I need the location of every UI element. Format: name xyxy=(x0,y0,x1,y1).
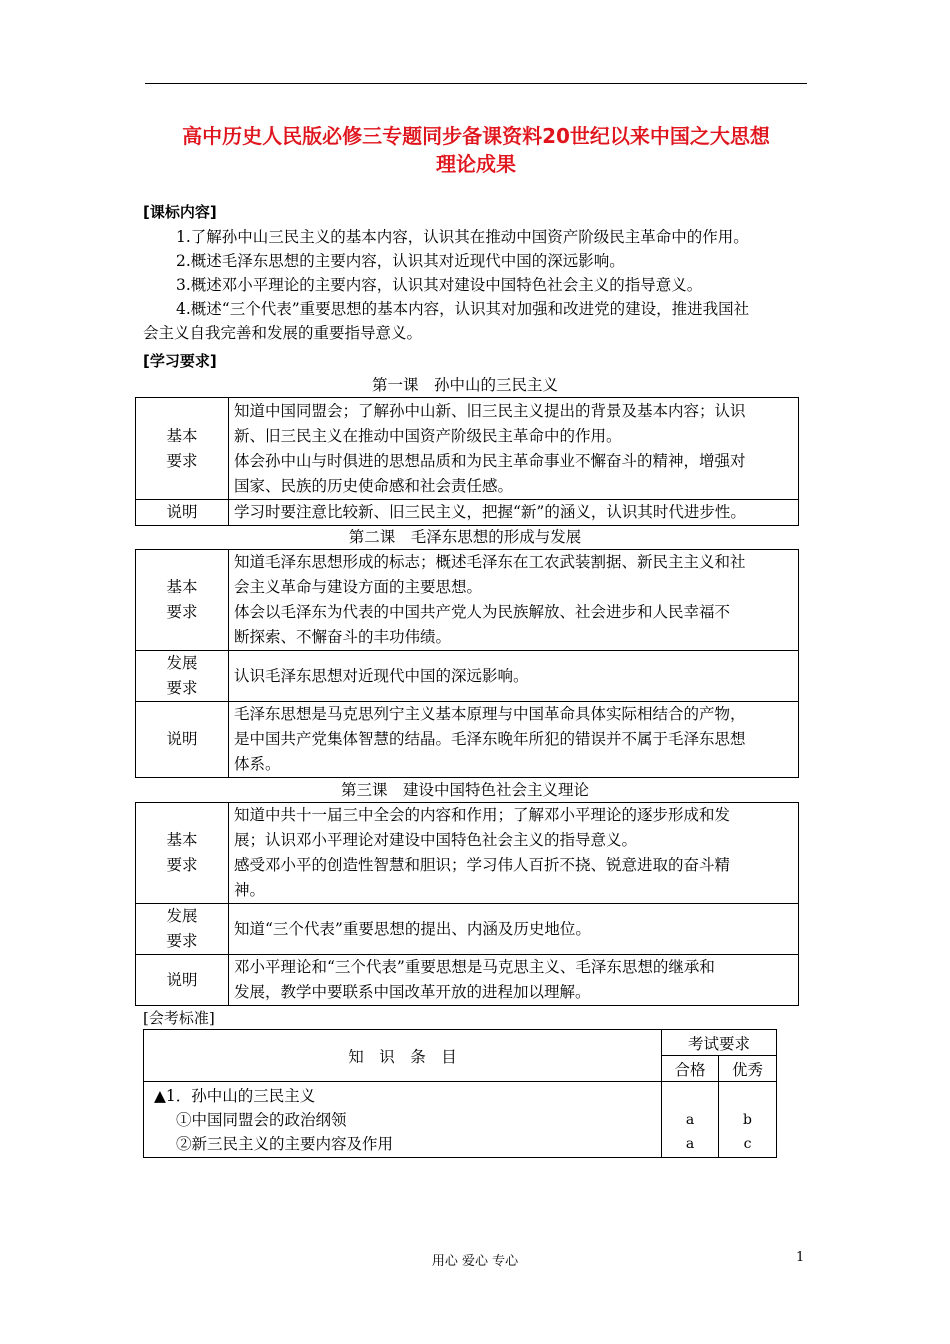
table-row xyxy=(136,702,799,778)
exam-heading: [会考标准] xyxy=(143,1009,215,1027)
table-row xyxy=(136,651,799,702)
knowledge-item: ①中国同盟会的政治纲领 xyxy=(176,1111,347,1129)
row-label: 基本 要求 xyxy=(136,803,229,904)
table-row xyxy=(136,398,799,500)
row-content: 邓小平理论和“三个代表”重要思想是马克思主义、毛泽东思想的继承和 发展，教学中要联系中国改革开放的进程加以理解。 xyxy=(229,955,799,1006)
lesson-table xyxy=(135,549,799,778)
curriculum-content xyxy=(143,225,811,345)
lesson-table xyxy=(135,802,799,1006)
lesson-title: 第三课 建设中国特色社会主义理论 xyxy=(340,781,589,799)
exam-table xyxy=(143,1029,777,1158)
knowledge-cell xyxy=(144,1082,662,1158)
row-label: 说明 xyxy=(136,500,229,526)
pass-header: 合格 xyxy=(662,1056,719,1082)
row-content: 认识毛泽东思想对近现代中国的深远影响。 xyxy=(229,651,799,702)
row-content: 学习时要注意比较新、旧三民主义，把握“新”的涵义，认识其时代进步性。 xyxy=(229,500,799,526)
curriculum-heading: [课标内容] xyxy=(143,203,217,221)
excellent-header: 优秀 xyxy=(719,1056,777,1082)
row-label: 基本 要求 xyxy=(136,550,229,651)
lesson-title: 第一课 孙中山的三民主义 xyxy=(371,376,558,394)
curriculum-item: 2.概述毛泽东思想的主要内容，认识其对近现代中国的深远影响。 xyxy=(176,252,625,270)
page-footer: 用心 爱心 专心 xyxy=(431,1254,519,1269)
row-content: 毛泽东思想是马克思列宁主义基本原理与中国革命具体实际相结合的产物， 是中国共产党集体智慧的结晶。毛泽东晚年所犯的错误并不属于毛泽东思想 体系。 xyxy=(229,702,799,778)
row-content: 知道中共十一届三中全会的内容和作用；了解邓小平理论的逐步形成和发 展；认识邓小平理论对建设中国特色社会主义的指导意义。 感受邓小平的创造性智慧和胆识；学习伟人百折不挠、锐意进取的奋斗精 神。 xyxy=(229,803,799,904)
requirement-header: 考试要求 xyxy=(662,1030,777,1056)
row-label: 发展 要求 xyxy=(136,651,229,702)
curriculum-item: 会主义自我完善和发展的重要指导意义。 xyxy=(143,324,423,342)
lesson-table xyxy=(135,397,799,526)
curriculum-item: 1.了解孙中山三民主义的基本内容，认识其在推动中国资产阶级民主革命中的作用。 xyxy=(176,228,749,246)
table-row xyxy=(136,803,799,904)
row-content: 知道“三个代表”重要思想的提出、内涵及历史地位。 xyxy=(229,904,799,955)
table-row xyxy=(136,955,799,1006)
row-label: 基本 要求 xyxy=(136,398,229,500)
topic-title: ▲1．孙中山的三民主义 xyxy=(154,1087,316,1105)
row-label: 说明 xyxy=(136,955,229,1006)
row-label: 发展 要求 xyxy=(136,904,229,955)
excellent-cell: b c xyxy=(719,1082,777,1158)
pass-cell: a a xyxy=(662,1082,719,1158)
knowledge-item: ②新三民主义的主要内容及作用 xyxy=(176,1135,394,1153)
row-content: 知道中国同盟会；了解孙中山新、旧三民主义提出的背景及基本内容；认识 新、旧三民主义在推动中国资产阶级民主革命中的作用。 体会孙中山与时俱进的思想品质和为民主革命事业不懈奋斗的精神，增强对 国家、民族的历史使命感和社会责任感。 xyxy=(229,398,799,500)
header-rule xyxy=(145,83,807,84)
study-heading: [学习要求] xyxy=(143,352,217,370)
page-number: 1 xyxy=(796,1250,805,1265)
table-row xyxy=(136,904,799,955)
curriculum-item: 4.概述“三个代表”重要思想的基本内容，认识其对加强和改进党的建设，推进我国社 xyxy=(176,300,750,318)
lesson-title: 第二课 毛泽东思想的形成与发展 xyxy=(348,528,582,546)
table-row xyxy=(144,1030,777,1056)
row-content: 知道毛泽东思想形成的标志；概述毛泽东在工农武装割据、新民主主义和社 会主义革命与建设方面的主要思想。 体会以毛泽东为代表的中国共产党人为民族解放、社会进步和人民幸福不 断探索、不懈奋斗的丰功伟绩。 xyxy=(229,550,799,651)
row-label: 说明 xyxy=(136,702,229,778)
curriculum-item: 3.概述邓小平理论的主要内容，认识其对建设中国特色社会主义的指导意义。 xyxy=(176,276,703,294)
document-title: 高中历史人民版必修三专题同步备课资料20世纪以来中国之大思想 理论成果 xyxy=(182,124,770,176)
table-row xyxy=(136,500,799,526)
table-row xyxy=(136,550,799,651)
knowledge-header: 知 识 条 目 xyxy=(144,1030,662,1082)
table-row xyxy=(144,1082,777,1158)
